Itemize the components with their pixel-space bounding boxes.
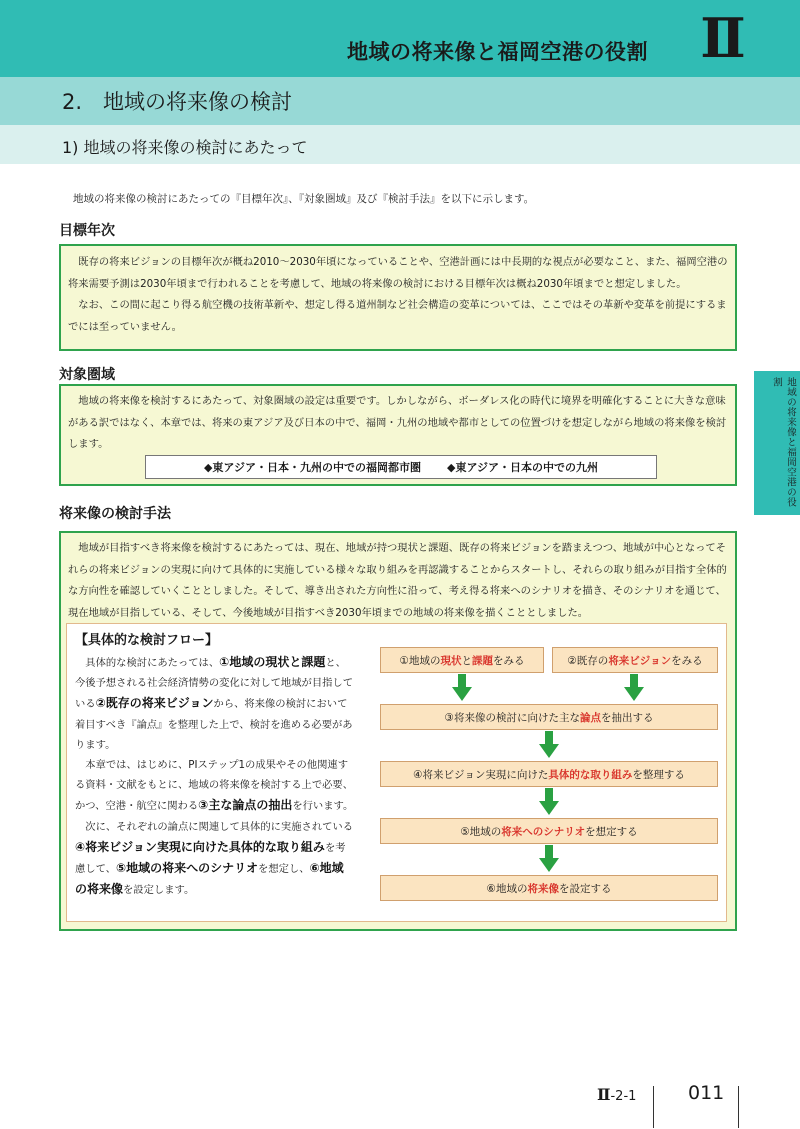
target-year-box xyxy=(59,244,737,351)
flow-arrow-3 xyxy=(539,731,559,759)
page-number: 011 xyxy=(688,1082,725,1104)
flow-para2: 本章では、はじめに、PIステップ1の成果やその他関連する資料・文献をもとに、地域の将来像を検討する上で必要、かつ、空港・航空に関わる③主な論点の抽出を行います。 xyxy=(75,759,354,813)
flow-step-5: ⑤地域の 将来へのシナリオ を想定する xyxy=(380,818,718,844)
flow-arrow-5 xyxy=(539,845,559,873)
section-header xyxy=(0,77,800,125)
flow-step-6: ⑥地域の 将来像 を設定する xyxy=(380,875,718,901)
chapter-number: Ⅱ xyxy=(700,6,746,70)
subsection-header xyxy=(0,125,800,164)
section-title: 2. 地域の将来像の検討 xyxy=(62,90,293,114)
flow-para3: 次に、それぞれの論点に関連して具体的に実施されている④将来ビジョン実現に向けた具体的な取り組みを考慮して、⑤地域の将来へのシナリオを想定し、⑥地域の将来像を設定します。 xyxy=(75,820,354,897)
footer-divider-right xyxy=(738,1086,739,1128)
flow-step-2: ②既存の 将来ビジョン をみる xyxy=(552,647,718,673)
target-year-para2: なお、この間に起こり得る航空機の技術革新や、想定し得る道州制など社会構造の変革については、ここではその革新や変革を前提にするまでには至っていません。 xyxy=(68,299,727,333)
flow-step-4: ④将来ビジョン実現に向けた 具体的な取り組み を整理する xyxy=(380,761,718,787)
flow-arrow-1 xyxy=(452,674,472,702)
target-area-item-kyushu: ◆東アジア・日本の中での九州 xyxy=(447,461,599,474)
flow-step-1: ①地域の 現状 と 課題 をみる xyxy=(380,647,544,673)
target-year-para1: 既存の将来ビジョンの目標年次が概ね2010～2030年頃になっていることや、空港計画には中長期的な視点が必要なこと、また、福岡空港の将来需要予測は2030年頃まで行われることを考慮して、地域の将来像の検討における目標年次は概ね2030年頃までと想定しました。 xyxy=(68,256,728,290)
flow-step-3: ③将来像の検討に向けた主な 論点 を抽出する xyxy=(380,704,718,730)
method-heading: 将来像の検討手法 xyxy=(59,506,171,522)
flow-description xyxy=(75,652,355,900)
flow-arrow-4 xyxy=(539,788,559,816)
target-area-item-fukuoka: ◆東アジア・日本・九州の中での福岡都市圏 xyxy=(203,461,421,474)
target-area-para: 地域の将来像を検討するにあたって、対象圏域の設定は重要です。しかしながら、ボーダレス化の時代に境界を明確化することに大きな意味がある訳ではなく、本章では、将来の東アジア及び日本の中で、福岡・九州の地域や都市としての位置づけを想定しながら地域の将来像を検討します。 xyxy=(68,395,727,450)
side-tab-label: 地域の将来像と福岡空港の役割 xyxy=(771,377,796,507)
target-area-heading: 対象圏域 xyxy=(59,367,115,383)
intro-text: 地域の将来像の検討にあたっての『目標年次』、『対象圏域』及び『検討手法』を以下に示します。 xyxy=(73,193,535,205)
target-year-heading: 目標年次 xyxy=(59,223,115,239)
flow-heading: 【具体的な検討フロー】 xyxy=(75,633,219,648)
chapter-side-tab[interactable] xyxy=(754,371,800,515)
footer-divider-left xyxy=(653,1086,654,1128)
method-para: 地域が目指すべき将来像を検討するにあたっては、現在、地域が持つ現状と課題、既存の将来ビジョンを踏まえつつ、地域が中心となってそれらの将来ビジョンの実現に向けて具体的に実施している様々な取り組みを再認識することからスタートし、それらの取り組みが目指す全体的な方向性を確認していくこととしました。そして、導き出された方向性に沿って、考え得る将来へのシナリオを描き、そのシナリオを通じて、現在地域が目指している、そして、今後地域が目指すべき2030年頃までの地域の将来像を描くこととしました。 xyxy=(68,542,727,619)
flow-arrow-2 xyxy=(624,674,644,702)
target-area-list xyxy=(145,455,657,479)
chapter-title: 地域の将来像と福岡空港の役割 xyxy=(347,40,648,64)
subsection-title: 1) 地域の将来像の検討にあたって xyxy=(62,138,308,157)
page-code: Ⅱ-2-1 xyxy=(597,1085,637,1104)
flow-para1: 具体的な検討にあたっては、①地域の現状と課題と、今後予想される社会経済情勢の変化に対して地域が目指している②既存の将来ビジョンから、将来像の検討において着目すべき『論点』を整理した上で、検討を進める必要があります。 xyxy=(75,655,354,751)
chapter-header xyxy=(0,0,800,77)
